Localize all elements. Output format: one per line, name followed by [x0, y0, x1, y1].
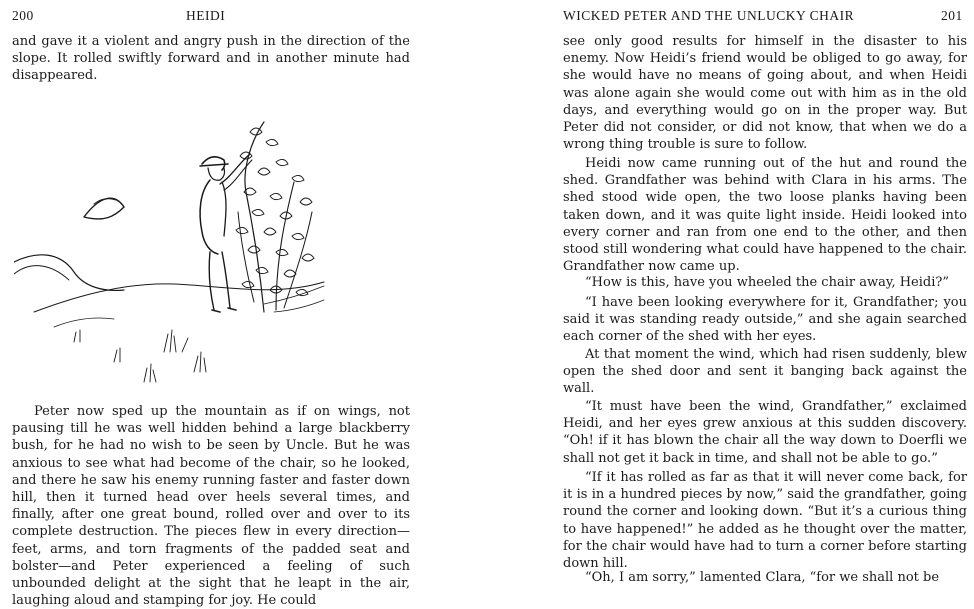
page-number: 200: [12, 8, 34, 23]
paragraph: see only good results for himself in the disaster to his enemy. Now Heidi’s friend would be obliged to go away, for she would have no means of going about, and when Heidi was alone again she would come out with him as in the old days, and everything would go on in the proper way. But Peter did not consider, or did not know, that when we do a wrong thing trouble is sure to follow.: [563, 34, 967, 153]
paragraph: At that moment the wind, which had risen suddenly, blew open the shed door and sent it banging back against the wall.: [563, 347, 967, 397]
paragraph: “It must have been the wind, Grandfather,” exclaimed Heidi, and her eyes grew anxious at this sudden discovery. “Oh! if it has blown the chair all the way down to Doerfli we shall not get it back in time, and shall not be able to go.”: [563, 399, 967, 466]
left-page: [0, 0, 487, 607]
running-head: HEIDI: [186, 8, 226, 23]
paragraph: and gave it a violent and angry push in the direction of the slope. It rolled swiftly forward and in another minute had disappeared.: [12, 34, 410, 84]
paragraph: Peter now sped up the mountain as if on wings, not pausing till he was well hidden behind a large blackberry bush, for he had no wish to be seen by Uncle. But he was anxious to see what had become of the chair, so he looked, and there he saw his enemy running faster and faster down hill, then it turned head over heels several times, and finally, after one great bound, rolled over and over to its complete destruction. The pieces flew in every direction—feet, arms, and torn fragments of the padded seat and bolster—and Peter experienced a feeling of such unbounded delight at the sight that he leapt in the air, laughing aloud and stamping for joy. He could: [12, 404, 410, 609]
paragraph: “Oh, I am sorry,” lamented Clara, “for we shall not be: [585, 570, 940, 585]
paragraph: “How is this, have you wheeled the chair away, Heidi?”: [585, 275, 950, 290]
paragraph: “I have been looking everywhere for it, Grandfather; you said it was standing ready outside,” and she again searched each corner of the shed with her eyes.: [563, 295, 967, 345]
illustration-boy-behind-bush: [14, 112, 334, 404]
right-page: [487, 0, 974, 607]
paragraph: Heidi now came running out of the hut and round the shed. Grandfather was behind with Clara in his arms. The shed stood wide open, the two loose planks having been taken down, and it was quite light inside. Heidi looked into every corner and ran from one end to the other, and then stood still wondering what could have happened to the chair. Grandfather now came up.: [563, 156, 967, 275]
running-head: WICKED PETER AND THE UNLUCKY CHAIR: [563, 8, 855, 23]
page-number: 201: [941, 8, 963, 23]
paragraph: “If it has rolled as far as that it will never come back, for it is in a hundred pieces by now,” said the grandfather, going round the corner and looking down. “But it’s a curious thing to have happened!” he added as he thought over the matter, for the chair would have had to turn a corner before starting down hill.: [563, 470, 967, 572]
